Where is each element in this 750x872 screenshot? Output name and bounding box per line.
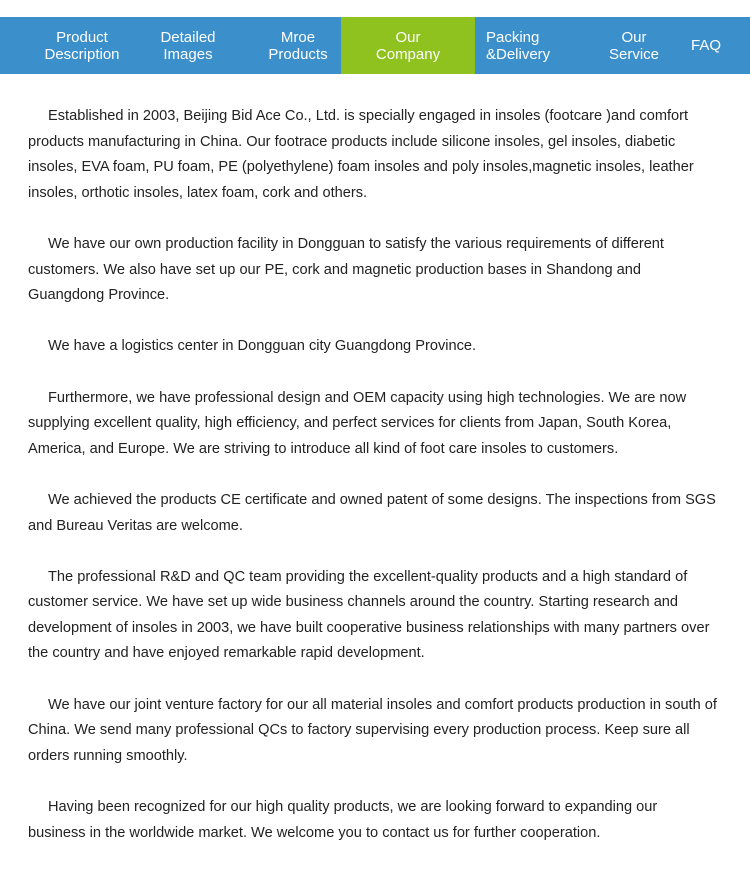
paragraph: We have our joint venture factory for our all material insoles and comfort products production in south of China. We send many professional QCs to factory supervising every production process. Keep sure all orders running smoothly. — [28, 696, 717, 764]
tab-detailed-images[interactable]: Detailed Images — [160, 28, 216, 63]
company-description — [28, 104, 718, 872]
paragraph: We achieved the products CE certificate and owned patent of some designs. The inspections from SGS and Bureau Veritas are welcome. — [28, 491, 716, 534]
paragraph: We have our own production facility in Dongguan to satisfy the various requirements of different customers. We also have set up our PE, cork and magnetic production bases in Shandong and Guangdong Province. — [28, 235, 664, 304]
paragraph: We have a logistics center in Dongguan city Guangdong Province. — [48, 338, 477, 355]
paragraph: The professional R&D and QC team providing the excellent-quality products and a high standard of customer service. We have set up wide business channels around the country. Starting research and development of insoles in 2003, we have built cooperative business relationships with many partners over the country and have enjoyed remarkable rapid development. — [28, 568, 710, 662]
tab-our-service[interactable]: Our Service — [608, 28, 660, 63]
tab-product-description[interactable]: Product Description — [44, 28, 120, 63]
paragraph: Furthermore, we have professional design and OEM capacity using high technologies. We are now supplying excellent quality, high efficiency, and perfect services for clients from Japan, South Korea, America, and Europe. We are striving to introduce all kind of foot care insoles to customers. — [28, 389, 687, 457]
tab-navigation — [0, 17, 750, 74]
tab-more-products[interactable]: Mroe Products — [268, 28, 328, 63]
tab-our-company[interactable]: Our Company — [341, 17, 475, 74]
paragraph: Having been recognized for our high quality products, we are looking forward to expanding our business in the worldwide market. We welcome you to contact us for further cooperation. — [28, 799, 658, 841]
tab-faq[interactable]: FAQ — [690, 37, 721, 54]
paragraph: Established in 2003, Beijing Bid Ace Co., Ltd. is specially engaged in insoles (footcare )and comfort products manufacturing in China. Our footrace products include silicone insoles, gel insoles, diabetic insoles, EVA foam, PU foam, PE (polyethylene) foam insoles and poly insoles,magnetic insoles, leather insoles, orthotic insoles, latex foam, cork and others. — [28, 108, 694, 201]
tab-packing-delivery[interactable]: Packing &Delivery — [486, 28, 551, 63]
